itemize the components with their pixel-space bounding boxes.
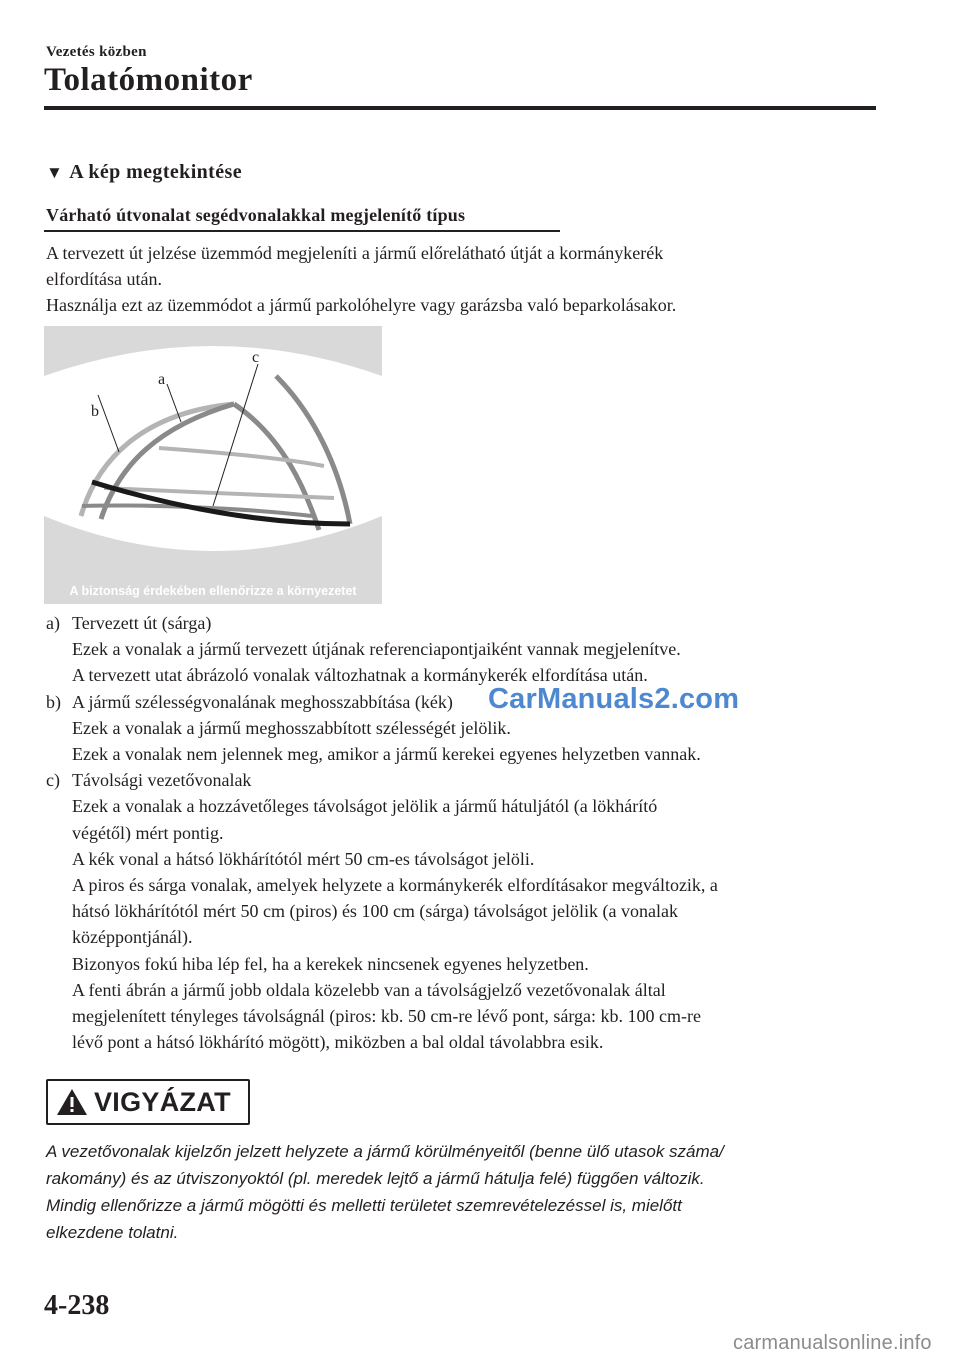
subheading-underline: [44, 230, 560, 232]
definition-item-c: [46, 767, 886, 1055]
page-title: Tolatómonitor: [44, 62, 253, 98]
footer-site: carmanualsonline.info: [733, 1332, 932, 1354]
section-heading-text: A kép megtekintése: [69, 161, 242, 183]
definition-line: A fenti ábrán a jármű jobb oldala közelebb van a távolságjelző vezetővonalak által: [72, 979, 666, 1000]
title-divider: [44, 106, 876, 110]
warning-label: VIGYÁZAT: [94, 1086, 231, 1117]
definition-line: megjelenített tényleges távolságnál (piros: kb. 50 cm-re lévő pont, sárga: kb. 100 cm-re: [72, 1006, 701, 1027]
definition-key: b): [46, 691, 61, 712]
warning-text: [46, 1138, 876, 1246]
definition-body: [72, 767, 718, 1055]
figure-caption: A biztonság érdekében ellenőrizze a környezetet: [69, 584, 357, 598]
section-heading: [46, 161, 242, 184]
definition-line: A piros és sárga vonalak, amelyek helyzete a kormánykerék elfordításakor megváltozik, a: [72, 875, 718, 896]
warning-line: A vezetővonalak kijelzőn jelzett helyzete a jármű körülményeitől (benne ülő utasok száma/: [46, 1142, 724, 1161]
label-c: c: [252, 349, 260, 366]
label-a: a: [158, 371, 166, 388]
intro-paragraph: [46, 240, 876, 318]
warning-triangle-icon: [56, 1088, 88, 1116]
page-number: 4-238: [44, 1290, 110, 1321]
definition-line: A tervezett utat ábrázoló vonalak változhatnak a kormánykerék elfordítása után.: [72, 665, 648, 686]
definition-line: Ezek a vonalak a jármű meghosszabbított szélességét jelölik.: [72, 717, 511, 738]
definition-line: Távolsági vezetővonalak: [72, 770, 252, 791]
section-label: Vezetés közben: [46, 44, 147, 60]
definition-line: Ezek a vonalak a jármű tervezett útjának referenciapontjaiként vannak megjelenítve.: [72, 639, 681, 660]
definition-item-b: [46, 689, 886, 768]
definition-line: A jármű szélességvonalának meghosszabbítása (kék): [72, 691, 453, 712]
definition-line: Bizonyos fokú hiba lép fel, ha a kerekek nincsenek egyenes helyzetben.: [72, 953, 589, 974]
warning-line: Mindig ellenőrizze a jármű mögötti és melletti területet szemrevételezéssel is, mielőtt: [46, 1196, 682, 1215]
intro-line: A tervezett út jelzése üzemmód megjeleníti a jármű előrelátható útját a kormánykerék: [46, 243, 664, 263]
definition-item-a: [46, 610, 886, 689]
definition-line: végétől) mért pontig.: [72, 822, 224, 843]
camera-view-illustration: [44, 326, 382, 604]
definition-line: Ezek a vonalak a hozzávetőleges távolságot jelölik a jármű hátuljától (a lökhárító: [72, 796, 658, 817]
definition-line: lévő pont a hátsó lökhárító mögött), miközben a bal oldal távolabbra esik.: [72, 1032, 604, 1053]
definition-line: Tervezett út (sárga): [72, 613, 212, 633]
definitions-list: [46, 610, 886, 1055]
triangle-bullet-icon: ▼: [46, 163, 64, 182]
intro-line: elfordítása után.: [46, 269, 162, 289]
warning-badge: [46, 1079, 250, 1125]
watermark: CarManuals2.com: [488, 683, 740, 715]
subheading: Várható útvonalat segédvonalakkal megjelenítő típus: [46, 205, 466, 225]
warning-line: rakomány) és az útviszonyoktól (pl. meredek lejtő a jármű hátulja felé) függően változik.: [46, 1169, 705, 1188]
definition-line: hátsó lökhárítótól mért 50 cm (piros) és 100 cm (sárga) távolságot jelölik (a vonalak: [72, 901, 679, 922]
camera-image-area: [44, 346, 382, 551]
definition-key: c): [46, 770, 60, 791]
definition-line: középpontjánál).: [72, 927, 193, 948]
rear-camera-figure: [44, 326, 382, 604]
definition-line: A kék vonal a hátsó lökhárítótól mért 50 cm-es távolságot jelöli.: [72, 848, 535, 869]
label-b: b: [91, 403, 99, 420]
definition-line: Ezek a vonalak nem jelennek meg, amikor a jármű kerekei egyenes helyzetben vannak.: [72, 744, 701, 765]
definition-key: a): [46, 613, 60, 633]
definition-body: [72, 610, 681, 689]
intro-line: Használja ezt az üzemmódot a jármű parkolóhelyre vagy garázsba való beparkolásakor.: [46, 295, 677, 315]
warning-line: elkezdene tolatni.: [46, 1223, 179, 1242]
